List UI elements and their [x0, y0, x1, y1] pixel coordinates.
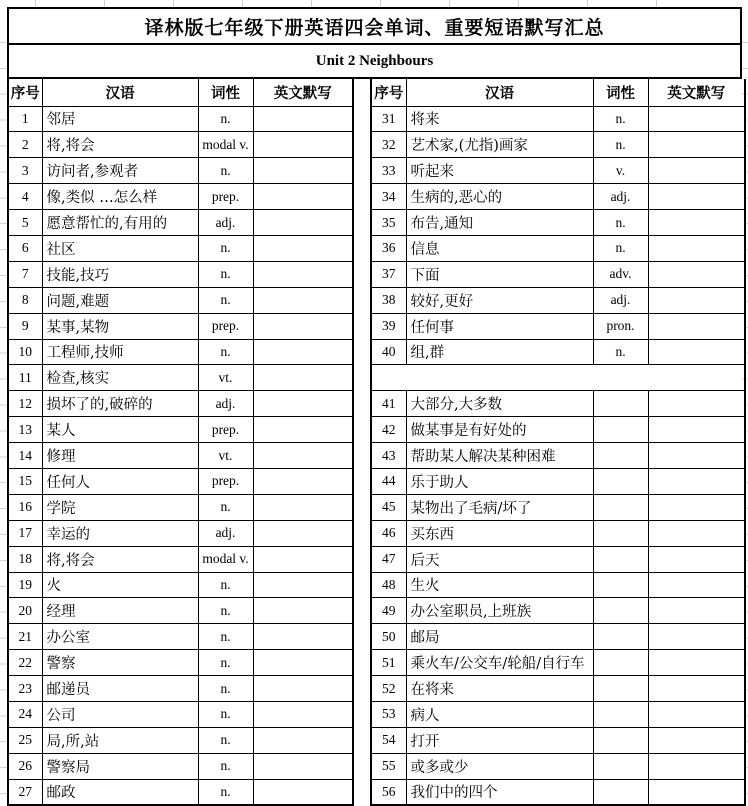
chinese-text: 某事,某物: [42, 313, 198, 339]
english-answer-cell[interactable]: [648, 158, 745, 184]
chinese-text: 技能,技巧: [42, 261, 198, 287]
row-number: 15: [8, 468, 42, 494]
english-answer-cell[interactable]: [648, 753, 745, 779]
english-answer-cell[interactable]: [253, 753, 353, 779]
part-of-speech: n.: [198, 650, 253, 676]
row-number: 43: [371, 443, 406, 469]
chinese-text: 病人: [406, 701, 593, 727]
vocab-row: [8, 261, 353, 287]
english-answer-cell[interactable]: [253, 313, 353, 339]
vocab-row: [8, 753, 353, 779]
chinese-text: 组,群: [406, 339, 593, 365]
part-of-speech: [593, 779, 648, 805]
chinese-text: 后天: [406, 546, 593, 572]
chinese-text: 警察: [42, 650, 198, 676]
col-header-chinese: 汉语: [42, 79, 198, 106]
vocab-row: [8, 676, 353, 702]
vocab-row: [8, 701, 353, 727]
english-answer-cell[interactable]: [648, 339, 745, 365]
part-of-speech: n.: [593, 132, 648, 158]
row-number: 14: [8, 443, 42, 469]
vocab-row: [8, 210, 353, 236]
english-answer-cell[interactable]: [253, 417, 353, 443]
vocab-table-right: [370, 79, 746, 806]
part-of-speech: modal v.: [198, 132, 253, 158]
row-number: 18: [8, 546, 42, 572]
row-number: 54: [371, 727, 406, 753]
english-answer-cell[interactable]: [253, 132, 353, 158]
row-number: 44: [371, 468, 406, 494]
part-of-speech: n.: [198, 727, 253, 753]
english-answer-cell[interactable]: [648, 235, 745, 261]
english-answer-cell[interactable]: [253, 572, 353, 598]
part-of-speech: [593, 417, 648, 443]
vocab-row: [8, 650, 353, 676]
chinese-text: 将,将会: [42, 132, 198, 158]
vocab-row: [371, 235, 745, 261]
vocab-row: [8, 417, 353, 443]
row-number: 34: [371, 184, 406, 210]
english-answer-cell[interactable]: [253, 468, 353, 494]
part-of-speech: adj.: [593, 287, 648, 313]
vocab-row: [8, 546, 353, 572]
row-number: 6: [8, 235, 42, 261]
english-answer-cell[interactable]: [648, 494, 745, 520]
row-number: 41: [371, 391, 406, 417]
part-of-speech: n.: [198, 158, 253, 184]
english-answer-cell[interactable]: [648, 184, 745, 210]
english-answer-cell[interactable]: [648, 106, 745, 132]
row-number: 53: [371, 701, 406, 727]
english-answer-cell[interactable]: [648, 650, 745, 676]
english-answer-cell[interactable]: [253, 546, 353, 572]
english-answer-cell[interactable]: [648, 313, 745, 339]
english-answer-cell[interactable]: [648, 391, 745, 417]
row-number: 13: [8, 417, 42, 443]
chinese-text: 任何事: [406, 313, 593, 339]
part-of-speech: prep.: [198, 468, 253, 494]
part-of-speech: [593, 520, 648, 546]
english-answer-cell[interactable]: [253, 339, 353, 365]
english-answer-cell[interactable]: [648, 727, 745, 753]
chinese-text: 听起来: [406, 158, 593, 184]
part-of-speech: pron.: [593, 313, 648, 339]
row-number: 26: [8, 753, 42, 779]
chinese-text: 较好,更好: [406, 287, 593, 313]
chinese-text: 局,所,站: [42, 727, 198, 753]
row-number: 11: [8, 365, 42, 391]
vocab-row: [371, 546, 745, 572]
part-of-speech: [593, 494, 648, 520]
vocab-row: [371, 391, 745, 417]
vocab-row: [371, 106, 745, 132]
row-number: 33: [371, 158, 406, 184]
vocab-row: [371, 132, 745, 158]
english-answer-cell[interactable]: [253, 727, 353, 753]
english-answer-cell[interactable]: [253, 676, 353, 702]
row-number: 56: [371, 779, 406, 805]
vocab-row: [371, 520, 745, 546]
part-of-speech: n.: [198, 701, 253, 727]
row-number: 42: [371, 417, 406, 443]
part-of-speech: [593, 391, 648, 417]
part-of-speech: [593, 598, 648, 624]
vocab-tables: [7, 79, 742, 806]
row-number: 35: [371, 210, 406, 236]
row-number: 38: [371, 287, 406, 313]
part-of-speech: v.: [593, 158, 648, 184]
chinese-text: 邮递员: [42, 676, 198, 702]
chinese-text: 任何人: [42, 468, 198, 494]
part-of-speech: n.: [198, 494, 253, 520]
part-of-speech: n.: [198, 235, 253, 261]
vocab-row: [371, 443, 745, 469]
part-of-speech: [593, 753, 648, 779]
part-of-speech: vt.: [198, 365, 253, 391]
vocab-row: [8, 158, 353, 184]
english-answer-cell[interactable]: [253, 261, 353, 287]
part-of-speech: adj.: [198, 210, 253, 236]
english-answer-cell[interactable]: [648, 443, 745, 469]
chinese-text: 在将来: [406, 676, 593, 702]
chinese-text: 火: [42, 572, 198, 598]
row-number: 23: [8, 676, 42, 702]
row-number: 45: [371, 494, 406, 520]
english-answer-cell[interactable]: [648, 287, 745, 313]
col-header-english: 英文默写: [648, 79, 745, 106]
vocab-row: [8, 132, 353, 158]
vocab-row: [8, 624, 353, 650]
english-answer-cell[interactable]: [253, 520, 353, 546]
vocab-row: [8, 287, 353, 313]
part-of-speech: n.: [593, 210, 648, 236]
part-of-speech: n.: [198, 598, 253, 624]
row-number: 49: [371, 598, 406, 624]
chinese-text: 经理: [42, 598, 198, 624]
header-row: [371, 79, 745, 106]
vocab-row: [8, 313, 353, 339]
row-number: 20: [8, 598, 42, 624]
part-of-speech: [593, 676, 648, 702]
row-number: 4: [8, 184, 42, 210]
vocab-row: [371, 650, 745, 676]
chinese-text: 生火: [406, 572, 593, 598]
vocab-row: [371, 287, 745, 313]
unit-title: Unit 2 Neighbours: [7, 45, 742, 79]
english-answer-cell[interactable]: [648, 261, 745, 287]
vocab-row: [8, 494, 353, 520]
part-of-speech: prep.: [198, 184, 253, 210]
chinese-text: 工程师,技师: [42, 339, 198, 365]
part-of-speech: [593, 443, 648, 469]
row-number: 39: [371, 313, 406, 339]
part-of-speech: n.: [198, 339, 253, 365]
vocab-row: [371, 339, 745, 365]
row-number: 48: [371, 572, 406, 598]
part-of-speech: n.: [198, 287, 253, 313]
vocab-row: [371, 494, 745, 520]
part-of-speech: adj.: [593, 184, 648, 210]
part-of-speech: n.: [198, 106, 253, 132]
vocab-row: [371, 624, 745, 650]
row-number: 5: [8, 210, 42, 236]
vocab-row: [371, 417, 745, 443]
chinese-text: 办公室: [42, 624, 198, 650]
vocab-row: [371, 184, 745, 210]
english-answer-cell[interactable]: [253, 624, 353, 650]
part-of-speech: [593, 572, 648, 598]
vocab-row: [8, 184, 353, 210]
chinese-text: 乘火车/公交车/轮船/自行车: [406, 650, 593, 676]
chinese-text: 布告,通知: [406, 210, 593, 236]
row-number: 51: [371, 650, 406, 676]
header-row: [8, 79, 353, 106]
english-answer-cell[interactable]: [648, 132, 745, 158]
english-answer-cell[interactable]: [253, 701, 353, 727]
chinese-text: 学院: [42, 494, 198, 520]
english-answer-cell[interactable]: [648, 701, 745, 727]
english-answer-cell[interactable]: [648, 572, 745, 598]
chinese-text: 买东西: [406, 520, 593, 546]
english-answer-cell[interactable]: [648, 520, 745, 546]
chinese-text: 帮助某人解决某种困难: [406, 443, 593, 469]
row-number: 8: [8, 287, 42, 313]
row-number: 2: [8, 132, 42, 158]
vocab-row: [8, 779, 353, 805]
part-of-speech: n.: [593, 235, 648, 261]
row-number: 37: [371, 261, 406, 287]
row-number: 19: [8, 572, 42, 598]
chinese-text: 像,类似 …怎么样: [42, 184, 198, 210]
row-number: 47: [371, 546, 406, 572]
english-answer-cell[interactable]: [253, 106, 353, 132]
english-answer-cell[interactable]: [253, 779, 353, 805]
spreadsheet-gridline-margin-top: [0, 0, 748, 7]
english-answer-cell[interactable]: [648, 546, 745, 572]
english-answer-cell[interactable]: [648, 779, 745, 805]
chinese-text: 艺术家,(尤指)画家: [406, 132, 593, 158]
vocab-row: [8, 365, 353, 391]
chinese-text: 修理: [42, 443, 198, 469]
row-number: 55: [371, 753, 406, 779]
english-answer-cell[interactable]: [253, 210, 353, 236]
row-number: 46: [371, 520, 406, 546]
english-answer-cell[interactable]: [253, 184, 353, 210]
part-of-speech: n.: [198, 572, 253, 598]
chinese-text: 生病的,恶心的: [406, 184, 593, 210]
vocab-row: [8, 235, 353, 261]
chinese-text: 做某事是有好处的: [406, 417, 593, 443]
vocab-row: [8, 598, 353, 624]
chinese-text: 邮政: [42, 779, 198, 805]
row-number: 32: [371, 132, 406, 158]
row-number: 27: [8, 779, 42, 805]
chinese-text: 某物出了毛病/坏了: [406, 494, 593, 520]
vocab-row: [8, 468, 353, 494]
vocab-row: [8, 443, 353, 469]
part-of-speech: n.: [198, 753, 253, 779]
row-number: 52: [371, 676, 406, 702]
row-number: 3: [8, 158, 42, 184]
vocab-row: [371, 158, 745, 184]
chinese-text: 我们中的四个: [406, 779, 593, 805]
part-of-speech: n.: [593, 106, 648, 132]
row-number: 9: [8, 313, 42, 339]
col-header-num: 序号: [371, 79, 406, 106]
part-of-speech: modal v.: [198, 546, 253, 572]
english-answer-cell[interactable]: [253, 158, 353, 184]
spreadsheet-gridline-margin-left: [0, 7, 7, 804]
vocab-row: [371, 779, 745, 805]
chinese-text: 损坏了的,破碎的: [42, 391, 198, 417]
vocab-row: [371, 313, 745, 339]
row-number: 50: [371, 624, 406, 650]
row-number: 16: [8, 494, 42, 520]
english-answer-cell[interactable]: [648, 676, 745, 702]
col-header-num: 序号: [8, 79, 42, 106]
row-number: 21: [8, 624, 42, 650]
row-number: 1: [8, 106, 42, 132]
row-number: 24: [8, 701, 42, 727]
english-answer-cell[interactable]: [253, 287, 353, 313]
chinese-text: 愿意帮忙的,有用的: [42, 210, 198, 236]
chinese-text: 信息: [406, 235, 593, 261]
chinese-text: 办公室职员,上班族: [406, 598, 593, 624]
chinese-text: 幸运的: [42, 520, 198, 546]
chinese-text: 乐于助人: [406, 468, 593, 494]
row-number: 12: [8, 391, 42, 417]
row-number: 31: [371, 106, 406, 132]
english-answer-cell[interactable]: [253, 494, 353, 520]
col-header-english: 英文默写: [253, 79, 353, 106]
chinese-text: 大部分,大多数: [406, 391, 593, 417]
part-of-speech: vt.: [198, 443, 253, 469]
vocab-row: [371, 210, 745, 236]
vocab-row: [371, 701, 745, 727]
chinese-text: 打开: [406, 727, 593, 753]
english-answer-cell[interactable]: [648, 210, 745, 236]
part-of-speech: n.: [593, 339, 648, 365]
vocab-row: [371, 261, 745, 287]
col-header-pos: 词性: [198, 79, 253, 106]
vocab-row: [371, 572, 745, 598]
english-answer-cell[interactable]: [253, 650, 353, 676]
english-answer-cell[interactable]: [253, 391, 353, 417]
row-number: 10: [8, 339, 42, 365]
part-of-speech: [593, 701, 648, 727]
chinese-text: 下面: [406, 261, 593, 287]
part-of-speech: adv.: [593, 261, 648, 287]
row-number: 40: [371, 339, 406, 365]
chinese-text: 或多或少: [406, 753, 593, 779]
vocab-row: [371, 598, 745, 624]
english-answer-cell[interactable]: [648, 417, 745, 443]
part-of-speech: n.: [198, 779, 253, 805]
vocab-row: [371, 727, 745, 753]
chinese-text: 某人: [42, 417, 198, 443]
part-of-speech: [593, 468, 648, 494]
worksheet: [7, 7, 742, 806]
chinese-text: 公司: [42, 701, 198, 727]
part-of-speech: n.: [198, 624, 253, 650]
col-header-pos: 词性: [593, 79, 648, 106]
vocab-table-left: [7, 79, 354, 806]
row-number: 7: [8, 261, 42, 287]
chinese-text: 访问者,参观者: [42, 158, 198, 184]
part-of-speech: n.: [198, 261, 253, 287]
english-answer-cell[interactable]: [648, 624, 745, 650]
chinese-text: 问题,难题: [42, 287, 198, 313]
chinese-text: 警察局: [42, 753, 198, 779]
part-of-speech: n.: [198, 676, 253, 702]
vocab-row: [8, 572, 353, 598]
vocab-row: [8, 391, 353, 417]
part-of-speech: [593, 727, 648, 753]
vocab-row: [371, 753, 745, 779]
part-of-speech: prep.: [198, 417, 253, 443]
english-answer-cell[interactable]: [253, 365, 353, 391]
part-of-speech: [593, 624, 648, 650]
chinese-text: 检查,核实: [42, 365, 198, 391]
separator-row: [371, 365, 745, 391]
row-number: 22: [8, 650, 42, 676]
vocab-row: [8, 339, 353, 365]
chinese-text: 社区: [42, 235, 198, 261]
chinese-text: 将来: [406, 106, 593, 132]
chinese-text: 将,将会: [42, 546, 198, 572]
part-of-speech: [593, 650, 648, 676]
vocab-row: [8, 727, 353, 753]
row-number: 25: [8, 727, 42, 753]
part-of-speech: prep.: [198, 313, 253, 339]
vocab-row: [371, 676, 745, 702]
worksheet-title: 译林版七年级下册英语四会单词、重要短语默写汇总: [7, 7, 742, 45]
english-answer-cell[interactable]: [648, 598, 745, 624]
part-of-speech: [593, 546, 648, 572]
english-answer-cell[interactable]: [253, 598, 353, 624]
english-answer-cell[interactable]: [648, 468, 745, 494]
vocab-row: [8, 106, 353, 132]
english-answer-cell[interactable]: [253, 235, 353, 261]
col-header-chinese: 汉语: [406, 79, 593, 106]
row-number: 17: [8, 520, 42, 546]
chinese-text: 邻居: [42, 106, 198, 132]
part-of-speech: adj.: [198, 391, 253, 417]
blank-separator-cell: [371, 365, 745, 391]
chinese-text: 邮局: [406, 624, 593, 650]
part-of-speech: adj.: [198, 520, 253, 546]
vocab-row: [371, 468, 745, 494]
vocab-row: [8, 520, 353, 546]
row-number: 36: [371, 235, 406, 261]
english-answer-cell[interactable]: [253, 443, 353, 469]
